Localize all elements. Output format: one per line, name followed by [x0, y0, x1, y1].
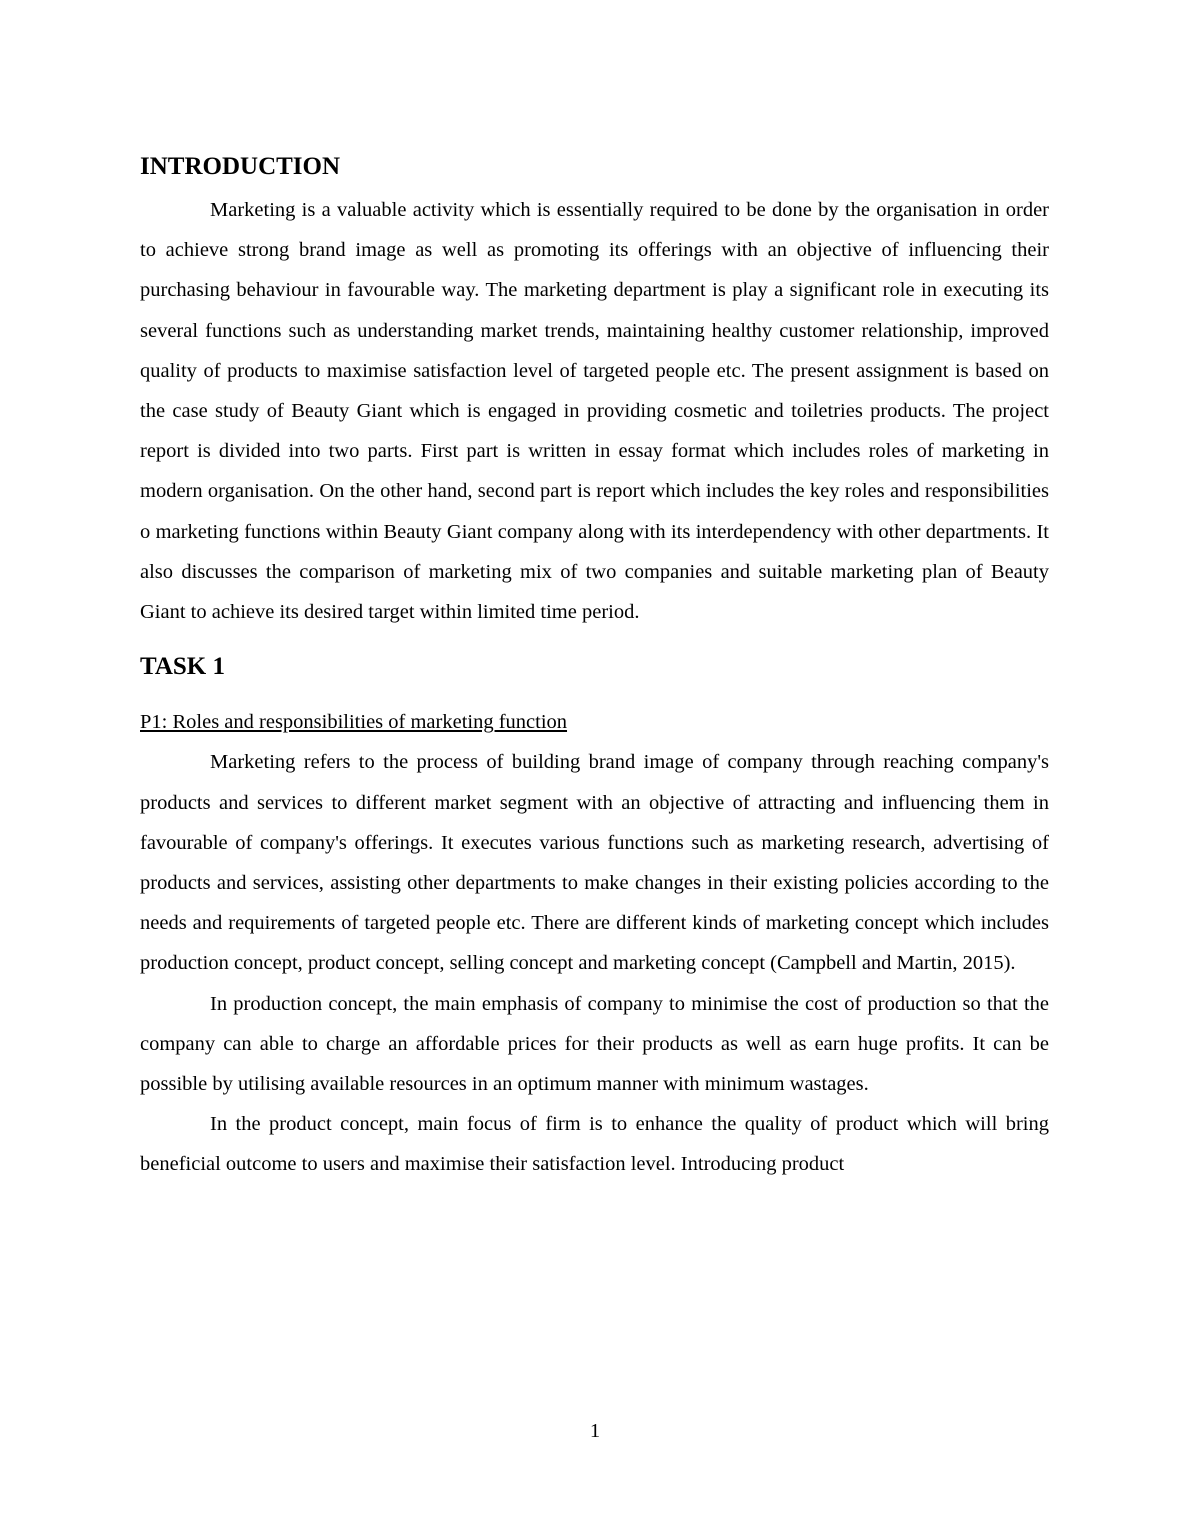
introduction-heading: INTRODUCTION — [140, 153, 341, 180]
p1-paragraph-1: Marketing refers to the process of building brand image of company through reaching company's products and services to different market segment with an objective of attracting and influencing them in favourable of company's offerings. It executes various functions such as marketing research, advertising of products and services, assisting other departments to make changes in their existing policies according to the needs and requirements of targeted people etc. There are different kinds of marketing concept which includes production concept, product concept, selling concept and marketing concept (Campbell and Martin, 2015). — [140, 751, 1049, 975]
page-number: 1 — [589, 1420, 601, 1442]
p1-subheading: P1: Roles and responsibilities of marketing function — [140, 711, 568, 734]
p1-paragraph-2: In production concept, the main emphasis of company to minimise the cost of production so that the company can able to charge an affordable prices for their products as well as earn huge profits. It can be possible by utilising available resources in an optimum manner with minimum wastages. — [140, 992, 1049, 1096]
task-1-heading: TASK 1 — [140, 653, 225, 681]
page-content — [140, 148, 1049, 1185]
introduction-paragraph: Marketing is a valuable activity which is essentially required to be done by the organisation in order to achieve strong brand image as well as promoting its offerings with an objective of influencing their purchasing behaviour in favourable way. The marketing department is play a significant role in executing its several functions such as understanding market trends, maintaining healthy customer relationship, improved quality of products to maximise satisfaction level of targeted people etc. The present assignment is based on the case study of Beauty Giant which is engaged in providing cosmetic and toiletries products. The project report is divided into two parts. First part is written in essay format which includes roles of marketing in modern organisation. On the other hand, second part is report which includes the key roles and responsibilities o marketing functions within Beauty Giant company along with its interdependency with other departments. It also discusses the comparison of marketing mix of two companies and suitable marketing plan of Beauty Giant to achieve its desired target within limited time period. — [140, 199, 1049, 624]
p1-paragraph-3: In the product concept, main focus of firm is to enhance the quality of product which will bring beneficial outcome to users and maximise their satisfaction level. Introducing product — [140, 1113, 1049, 1176]
